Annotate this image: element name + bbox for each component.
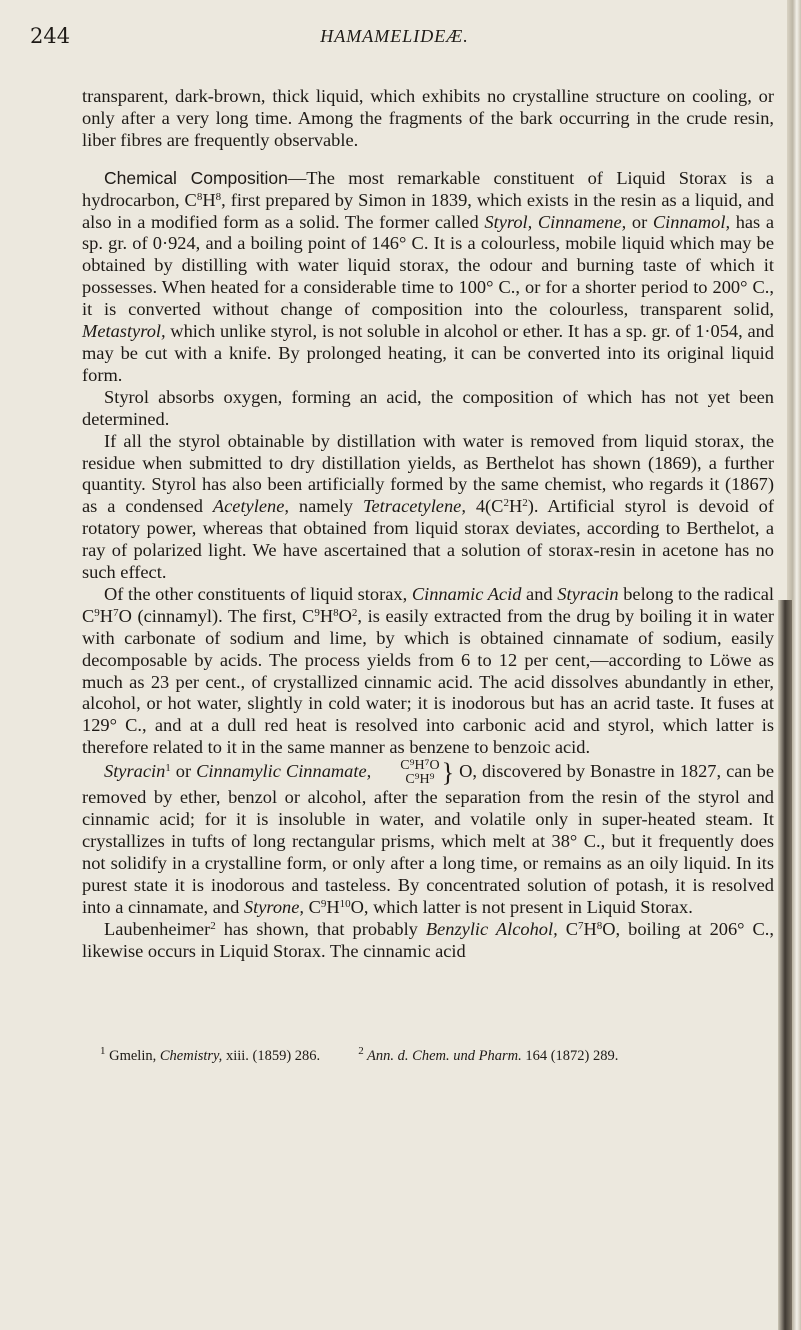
paragraph-benzylic-alcohol: Laubenheimer$^2$ has shown, that probably Benzylic Alcohol, $C^7H^8O$, boiling at 206° C., likewise occurs in Liquid Storax. The cinnamic acid	[82, 918, 775, 961]
footnote-ref-1: 1	[165, 762, 171, 775]
formula-brace: }	[441, 758, 455, 788]
paragraph-chemical-composition: Chemical Composition—The most remarkable constituent of Liquid Storax is a hydrocarbon, $C^8H^8$, first prepared by Simon in 1839, which exists in the resin as a liquid, and also in a modified form as a solid. The former called Styrol, Cinnamene, or Cinnamol, has a sp. gr. of 0·924, and a boiling point of 146° C. It is a colourless, mobile liquid which may be obtained by distilling with water liquid storax, the odour and burning taste of which it possesses. When heated for a considerable time to 100° C., or for a shorter period to 200° C., it is converted without change of composition into the colourless, transparent solid, Metastyrol, which unlike styrol, is not soluble in alcohol or ether. It has a sp. gr. of 1·054, and may be cut with a knife. By prolonged heating, it can be converted into its original liquid form.	[82, 167, 775, 385]
section-heading: Chemical Composition	[104, 167, 288, 188]
body-text	[82, 86, 774, 962]
footnote-1: $^1$ Gmelin, Chemistry, xiii. (1859) 286.	[100, 1045, 321, 1064]
paragraph-styrol-distillation: If all the styrol obtainable by distillation with water is removed from liquid storax, the residue when submitted to dry distillation yields, as Berthelot has shown (1869), a further quantity. Styrol has also been artificially formed by the same chemist, who regards it (1867) as a condensed Acetylene, namely Tetracetylene, $4(C^2H^2)$. Artificial styrol is devoid of rotatory power, whereas that obtained from liquid storax deviates, according to Berthelot, a ray of polarized light. We have ascertained that a solution of storax-resin in acetone has no such effect.	[82, 430, 774, 583]
paragraph-styrol-oxygen: Styrol absorbs oxygen, forming an acid, the composition of which has not yet been determined.	[82, 386, 774, 429]
running-head: HAMAMELIDEÆ.	[320, 26, 469, 46]
footnote-ref-2: 2	[210, 919, 216, 932]
footnotes	[100, 1045, 770, 1065]
page-edge-shadow	[778, 600, 792, 1330]
paragraph-styracin: Styracin$^1$ or Cinnamylic Cinnamate, C⁹H⁷O C⁹H⁹ } O, discovered by Bonastre in 1827, can be removed by ether, benzol or alcohol, after the separation from the resin of the styrol and cinnamic acid; for it is insoluble in water, and volatile only in super-heated steam. It crystallizes in tufts of long rectangular prisms, which melt at 38° C., but it frequently does not solidify in a crystalline form, or only after a long time, or remains as an oily liquid. In its purest state it is inodorous and tasteless. By concentrated solution of potash, it is resolved into a cinnamate, and Styrone, $C^9H^{10}O$, which latter is not present in Liquid Storax.	[82, 758, 774, 917]
page-header	[0, 24, 789, 52]
chemical-formula: C⁹H⁷O C⁹H⁹	[400, 758, 440, 788]
paragraph-cinnamic-acid: Of the other constituents of liquid storax, Cinnamic Acid and Styracin belong to the radical $C^9H^7O$ (cinnamyl). The first, $C^9H^8O^2$, is easily extracted from the drug by boiling it in water with carbonate of sodium and lime, by which is obtained cinnamate of sodium, easily decomposable by acids. The process yields from 6 to 12 per cent,—according to Löwe as much as 23 per cent., of crystallized cinnamic acid. The acid dissolves abundantly in ether, alcohol, or hot water, slightly in cold water; it is inodorous but has an acrid taste. It fuses at 129° C., and at a dull red heat is resolved into carbonic acid and styrol, which latter is therefore related to it in the same manner as benzene to benzoic acid.	[82, 583, 775, 758]
paragraph-continuation: transparent, dark-brown, thick liquid, which exhibits no crystalline structure on cooling, or only after a very long time. Among the fragments of the bark occurring in the crude resin, liber fibres are frequently observable.	[82, 86, 774, 150]
footnote-2: $^2$ Ann. d. Chem. und Pharm. 164 (1872) 289.	[358, 1045, 619, 1064]
page-number: 244	[30, 24, 71, 48]
